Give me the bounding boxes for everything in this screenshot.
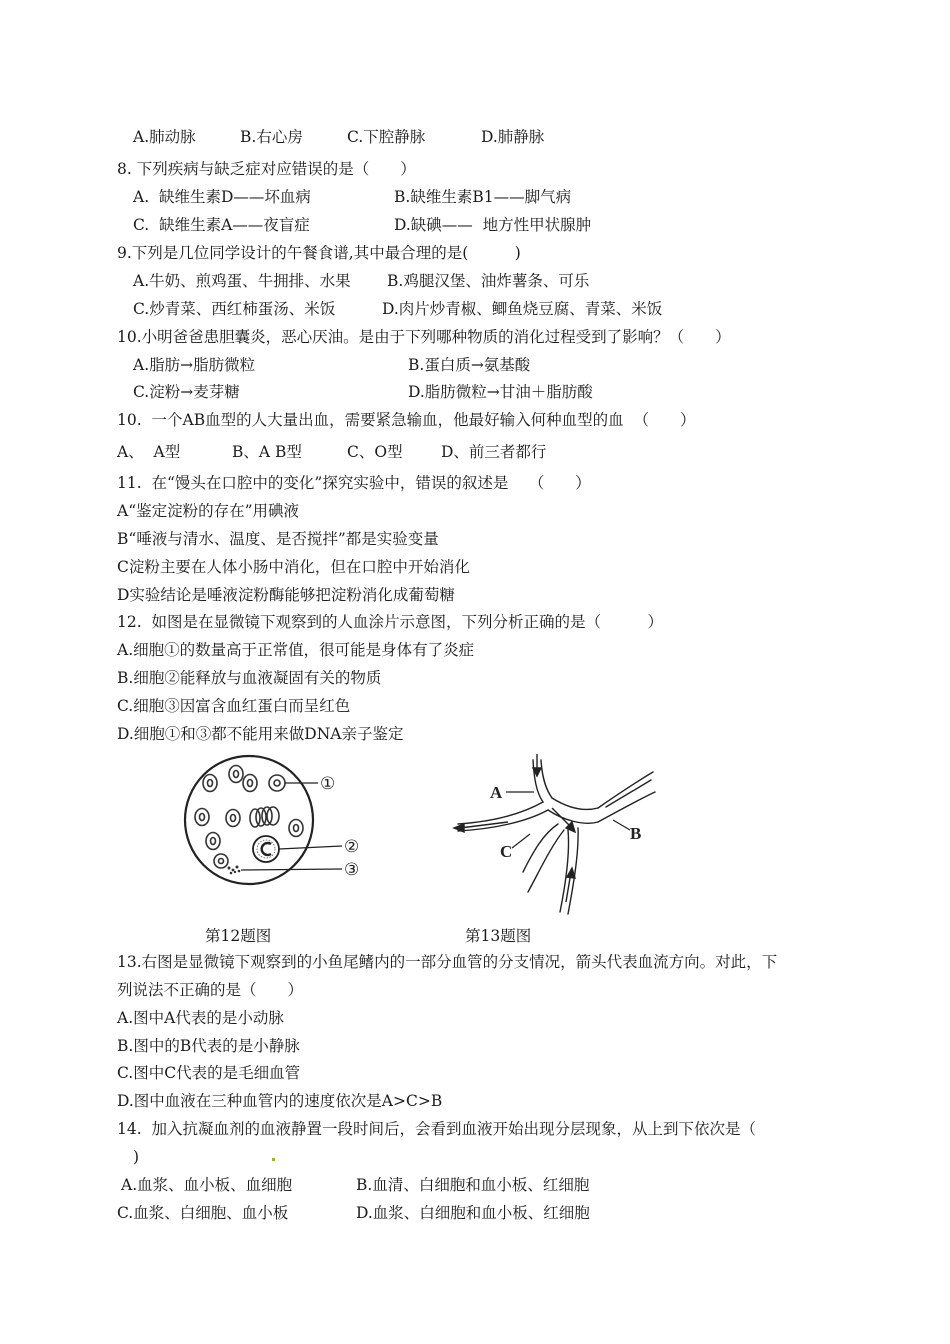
q10b-option-b: B、A B型 xyxy=(232,443,302,461)
q8-option-d: D.缺碘—— 地方性甲状腺肿 xyxy=(394,216,592,234)
fig12-label-1: ① xyxy=(320,774,336,793)
q12-stem: 12. 如图是在显微镜下观察到的人血涂片示意图，下列分析正确的是（ ） xyxy=(117,613,664,631)
q7-option-d: D.肺静脉 xyxy=(481,128,545,146)
q10a-stem: 10.小明爸爸患胆囊炎，恶心厌油。是由于下列哪种物质的消化过程受到了影响？（ ） xyxy=(117,328,731,346)
q11-option-a: A“鉴定淀粉的存在”用碘液 xyxy=(117,502,300,520)
q14-option-a: A.血浆、血小板、血细胞 xyxy=(121,1176,293,1194)
stray-mark xyxy=(272,1158,275,1161)
q10b-stem: 10. 一个AB血型的人大量出血，需要紧急输血，他最好输入何种血型的血 （ ） xyxy=(117,411,696,429)
q12-option-d: D.细胞①和③都不能用来做DNA亲子鉴定 xyxy=(117,725,404,743)
q7-option-c: C.下腔静脉 xyxy=(347,128,426,146)
q8-option-b: B.缺维生素B1——脚气病 xyxy=(394,188,572,206)
fig13-caption: 第13题图 xyxy=(465,927,532,945)
q9-option-c: C.炒青菜、西红柿蛋汤、米饭 xyxy=(133,300,336,318)
fish-fin-vessels-figure xyxy=(448,752,663,920)
q7-option-a: A.肺动脉 xyxy=(133,128,196,146)
q10a-option-c: C.淀粉→麦芽糖 xyxy=(133,383,240,401)
q7-option-b: B.右心房 xyxy=(240,128,303,146)
q14-option-c: C.血浆、白细胞、血小板 xyxy=(117,1204,289,1222)
fig13-label-c: C xyxy=(500,842,513,861)
q13-option-d: D.图中血液在三种血管内的速度依次是A>C>B xyxy=(117,1092,443,1110)
q14-option-b: B.血清、白细胞和血小板、红细胞 xyxy=(356,1176,590,1194)
platelets xyxy=(228,866,241,875)
q8-option-c: C. 缺维生素A——夜盲症 xyxy=(133,216,310,234)
q14-stem-line2: ) xyxy=(133,1148,140,1166)
q11-stem: 11. 在“馒头在口腔中的变化”探究实验中，错误的叙述是 （ ） xyxy=(117,474,591,492)
q10a-option-a: A.脂肪→脂肪微粒 xyxy=(133,356,256,374)
q9-option-d: D.肉片炒青椒、鲫鱼烧豆腐、青菜、米饭 xyxy=(382,300,663,318)
q14-stem-line1: 14. 加入抗凝血剂的血液静置一段时间后，会看到血液开始出现分层现象，从上到下依次是（ xyxy=(117,1120,757,1138)
red-blood-cells xyxy=(195,766,303,869)
q9-option-b: B.鸡腿汉堡、油炸薯条、可乐 xyxy=(387,272,590,290)
fig12-label-3: ③ xyxy=(344,860,360,879)
fig12-label-2: ② xyxy=(344,837,360,856)
q10b-option-c: C、O型 xyxy=(347,443,403,461)
q11-option-c: C淀粉主要在人体小肠中消化，但在口腔中开始消化 xyxy=(117,558,470,576)
q10a-option-b: B.蛋白质→氨基酸 xyxy=(408,356,531,374)
q8-stem: 8. 下列疾病与缺乏症对应错误的是（ ） xyxy=(117,160,416,178)
fig13-label-a: A xyxy=(490,783,503,802)
q12-option-c: C.细胞③因富含血红蛋白而呈红色 xyxy=(117,697,351,715)
white-blood-cell xyxy=(253,836,279,862)
fig12-caption: 第12题图 xyxy=(205,927,272,945)
q9-stem: 9.下列是几位同学设计的午餐食谱,其中最合理的是( ) xyxy=(117,244,521,262)
q14-option-d: D.血浆、白细胞和血小板、红细胞 xyxy=(356,1204,590,1222)
q10a-option-d: D.脂肪微粒→甘油＋脂肪酸 xyxy=(408,383,593,401)
q13-stem-line2: 列说法不正确的是（ ） xyxy=(117,981,304,999)
blood-smear-figure xyxy=(178,752,378,894)
q13-option-c: C.图中C代表的是毛细血管 xyxy=(117,1064,301,1082)
q8-option-a: A. 缺维生素D——坏血病 xyxy=(133,188,311,206)
fig13-label-b: B xyxy=(630,824,642,843)
q11-option-d: D实验结论是唾液淀粉酶能够把淀粉消化成葡萄糖 xyxy=(117,586,455,604)
q13-stem-line1: 13.右图是显微镜下观察到的小鱼尾鳍内的一部分血管的分支情况，箭头代表血流方向。对此，下 xyxy=(117,953,778,971)
q12-option-b: B.细胞②能释放与血液凝固有关的物质 xyxy=(117,669,382,687)
q12-option-a: A.细胞①的数量高于正常值，很可能是身体有了炎症 xyxy=(117,641,475,659)
q9-option-a: A.牛奶、煎鸡蛋、牛拥排、水果 xyxy=(133,272,351,290)
q10b-option-d: D、前三者都行 xyxy=(441,443,547,461)
q11-option-b: B“唾液与清水、温度、是否搅拌”都是实验变量 xyxy=(117,530,439,548)
q10b-option-a: A、 A型 xyxy=(117,443,181,461)
q13-option-b: B.图中的B代表的是小静脉 xyxy=(117,1037,300,1055)
q13-option-a: A.图中A代表的是小动脉 xyxy=(117,1009,284,1027)
